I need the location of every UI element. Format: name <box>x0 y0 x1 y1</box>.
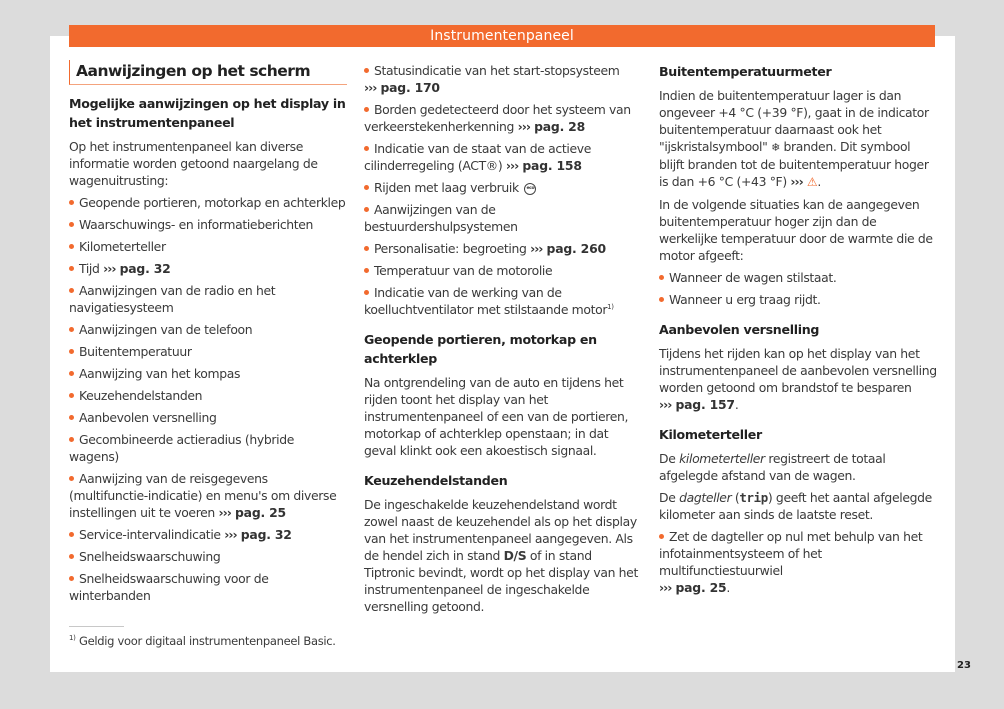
eco-icon: eco <box>524 183 536 195</box>
page-reference-link[interactable]: ››› pag. 28 <box>517 119 586 134</box>
list-item: Aanwijzingen van de radio en het navigatiesysteem <box>69 283 276 315</box>
arrows-icon: ››› <box>659 397 672 412</box>
recommended-gear-heading: Aanbevolen versnelling <box>659 322 820 337</box>
chapter-banner: Instrumentenpaneel <box>69 25 935 47</box>
list-item: Buitentemperatuur <box>69 343 347 360</box>
list-item: Wanneer de wagen stilstaat. <box>659 269 937 286</box>
page-number: 23 <box>957 660 971 671</box>
footnote: $^{1)}$ Geldig voor digitaal instrumentenpaneel Basic. <box>69 634 336 648</box>
list-item: Kilometerteller <box>69 238 347 255</box>
doors-heading: Geopende portieren, motorkap en achterklep <box>364 332 597 366</box>
bullet-icon <box>69 266 74 271</box>
doors-paragraph: Na ontgrendeling van de auto en tijdens het rijden toont het display van het instrumentenpaneel of een van de portieren, motorkap of achterklep openstaan; in dat geval klinkt ook een akoestisch signaal. <box>364 375 629 458</box>
section-title: Aanwijzingen op het scherm <box>69 60 347 85</box>
recommended-gear-paragraph: Tijdens het rijden kan op het display van het instrumentenpaneel de aanbevolen versnelling worden getoond om brandstof te besparen ››› pag. 157. <box>659 346 937 412</box>
intro-paragraph: Op het instrumentenpaneel kan diverse informatie worden getoond naargelang de wagenuitrusting: <box>69 139 318 188</box>
odometer-paragraph: De kilometerteller registreert de totaal afgelegde afstand van de wagen. <box>659 451 886 483</box>
list-item: Aanbevolen versnelling <box>69 409 347 426</box>
arrows-icon: ››› <box>530 241 543 256</box>
arrows-icon: ››› <box>103 261 116 276</box>
odometer-heading: Kilometerteller <box>659 427 762 442</box>
bullet-icon <box>364 290 369 295</box>
page-reference-link[interactable]: ››› pag. 158 <box>505 158 582 173</box>
bullet-icon <box>69 371 74 376</box>
list-item: Keuzehendelstanden <box>69 387 347 404</box>
bullet-icon <box>659 275 664 280</box>
list-item: Aanwijzing van het kompas <box>69 365 347 382</box>
bullet-icon <box>364 146 369 151</box>
trip-button-label: trip <box>739 490 768 505</box>
arrows-icon: ››› <box>218 505 231 520</box>
bullet-icon <box>69 244 74 249</box>
list-item: Personalisatie: begroeting ››› pag. 260 <box>364 240 640 257</box>
list-item: Waarschuwings- en informatieberichten <box>69 216 347 233</box>
outside-temp-heading: Buitentemperatuurmeter <box>659 64 832 79</box>
column-1 <box>69 60 347 609</box>
bullet-icon <box>364 246 369 251</box>
bullet-icon <box>364 185 369 190</box>
list-item: Snelheidswaarschuwing <box>69 548 347 565</box>
warning-reference-link[interactable] <box>790 174 817 189</box>
outside-temp-paragraph: Indien de buitentemperatuur lager is dan ongeveer +4 °C (+39 °F), gaat in de indicator buitentemperatuur daarnaast ook het "ijskristalsymbool" ❄ branden. Dit symbool blijft branden tot de buitentemperatuur hoger is dan +6 °C (+43 °F) ››› ⚠. <box>659 88 929 189</box>
list-item: Statusindicatie van het start-stopsysteem ››› pag. 170 <box>364 63 620 95</box>
warning-triangle-icon: ⚠ <box>806 175 818 189</box>
bullet-icon <box>659 534 664 539</box>
footnote-number: 1) <box>69 634 76 643</box>
bullet-icon <box>69 532 74 537</box>
list-item: Indicatie van de staat van de actieve cilinderregeling (ACT®) ››› pag. 158 <box>364 141 592 173</box>
page-reference-link[interactable]: ››› pag. 32 <box>224 527 292 542</box>
arrows-icon: ››› <box>364 80 377 95</box>
bullet-icon <box>69 437 74 442</box>
indications-list-continued <box>364 62 640 318</box>
list-item: Zet de dagteller op nul met behulp van het infotainmentsysteem of het multifunctiestuurwiel ››› pag. 25. <box>659 529 923 595</box>
selector-heading: Keuzehendelstanden <box>364 473 508 488</box>
list-item: Gecombineerde actieradius (hybride wagens) <box>69 432 294 464</box>
list-item: Snelheidswaarschuwing voor de winterbanden <box>69 571 269 603</box>
odometer-list <box>659 528 937 596</box>
bullet-icon <box>69 554 74 559</box>
page-reference-link[interactable]: ››› pag. 25 <box>218 505 286 520</box>
bullet-icon <box>69 576 74 581</box>
bullet-icon <box>69 393 74 398</box>
bullet-icon <box>364 107 369 112</box>
indications-list <box>69 194 347 604</box>
list-item: Service-intervalindicatie ››› pag. 32 <box>69 526 347 543</box>
outside-temp-list <box>659 269 937 308</box>
list-item: Rijden met laag verbruik eco <box>364 179 640 196</box>
list-item: Borden gedetecteerd door het systeem van verkeerstekenherkenning ››› pag. 28 <box>364 102 631 134</box>
bullet-icon <box>69 349 74 354</box>
footnote-divider <box>69 626 124 627</box>
page-reference-link[interactable]: ››› pag. 25 <box>659 580 727 595</box>
page-reference-link[interactable]: ››› pag. 32 <box>103 261 171 276</box>
bullet-icon <box>69 288 74 293</box>
bullet-icon <box>69 222 74 227</box>
bullet-icon <box>364 268 369 273</box>
page-reference-link[interactable]: ››› pag. 170 <box>364 80 440 95</box>
list-item: Temperatuur van de motorolie <box>364 262 640 279</box>
bullet-icon <box>659 297 664 302</box>
list-item: Tijd ››› pag. 32 <box>69 260 347 277</box>
page-reference-link[interactable]: ››› pag. 157 <box>659 397 735 412</box>
gear-position-label: D/S <box>503 548 527 563</box>
list-item: Indicatie van de werking van de koelluchtventilator met stilstaande motor$^{1)}$ <box>364 285 614 317</box>
list-item: Aanwijzingen van de bestuurdershulpsystemen <box>364 202 518 234</box>
bullet-icon <box>69 200 74 205</box>
snowflake-icon: ❄ <box>771 141 780 154</box>
list-item: Aanwijzingen van de telefoon <box>69 321 347 338</box>
footnote-mark[interactable]: 1) <box>607 302 614 311</box>
trip-paragraph: De dagteller (trip) geeft het aantal afgelegde kilometer aan sinds de laatste reset. <box>659 490 932 522</box>
page-reference-link[interactable]: ››› pag. 260 <box>530 241 606 256</box>
list-item: Aanwijzing van de reisgegevens (multifunctie-indicatie) en menu's om diverse instellingen uit te voeren ››› pag. 25 <box>69 471 337 520</box>
list-item: Wanneer u erg traag rijdt. <box>659 291 937 308</box>
arrows-icon: ››› <box>790 174 803 189</box>
bullet-icon <box>364 68 369 73</box>
column-2 <box>364 62 640 620</box>
bullet-icon <box>69 415 74 420</box>
arrows-icon: ››› <box>659 580 672 595</box>
list-item: Geopende portieren, motorkap en achterklep <box>69 194 347 211</box>
arrows-icon: ››› <box>224 527 237 542</box>
arrows-icon: ››› <box>505 158 519 173</box>
bullet-icon <box>69 327 74 332</box>
column-3 <box>659 62 937 601</box>
selector-paragraph: De ingeschakelde keuzehendelstand wordt zowel naast de keuzehendel als op het display van het instrumentenpaneel aangegeven. Als de hendel zich in stand D/S of in stand Tiptronic bevindt, wordt op het display van het instrumentenpaneel de ingeschakelde versnelling getoond. <box>364 497 638 614</box>
arrows-icon: ››› <box>517 119 530 134</box>
bullet-icon <box>364 207 369 212</box>
bullet-icon <box>69 476 74 481</box>
display-indications-heading: Mogelijke aanwijzingen op het display in het instrumentenpaneel <box>69 96 346 130</box>
outside-temp-paragraph-2: In de volgende situaties kan de aangegeven buitentemperatuur hoger zijn dan de werkelijke temperatuur door de warmte die de motor afgeeft: <box>659 197 933 263</box>
